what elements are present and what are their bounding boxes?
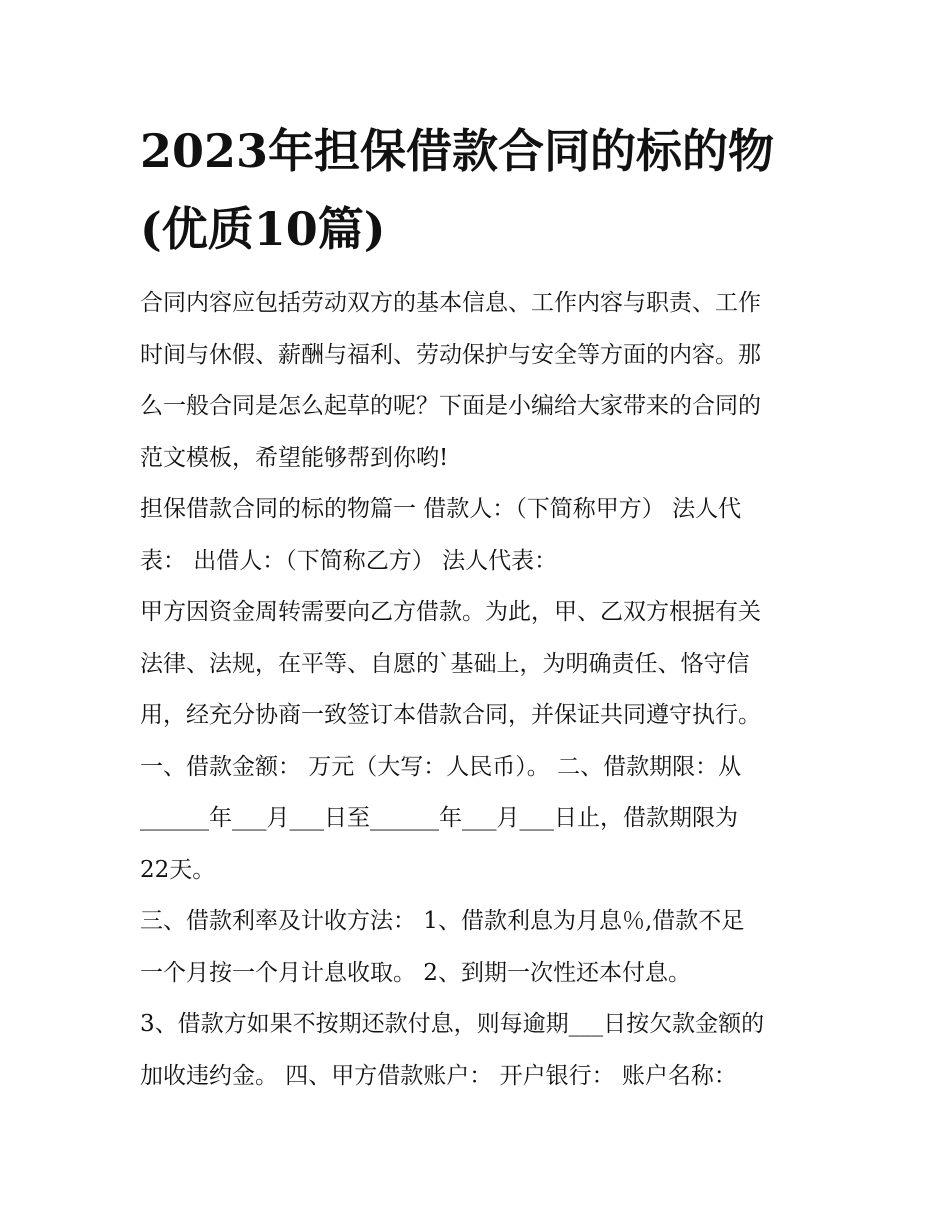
text-line: 一、借款金额： 万元（大写：人民币）。 二、借款期限：从 — [140, 753, 742, 780]
title-line: (优质10篇) — [140, 202, 386, 256]
text-line: ______年___月___日至______年___月___日止，借款期限为 — [140, 805, 738, 831]
interest-paragraph — [140, 896, 820, 999]
text-line: 表： 出借人：（下简称乙方） 法人代表： — [140, 547, 558, 574]
text-line: 3、借款方如果不按期还款付息，则每逾期___日按欠款金额的 — [140, 1011, 765, 1037]
penalty-paragraph — [140, 999, 820, 1102]
intro-paragraph — [140, 278, 820, 484]
text-line: 范文模板，希望能够帮到你哟! — [140, 444, 449, 471]
text-line: 用，经充分协商一致签订本借款合同，并保证共同遵守执行。 — [140, 702, 761, 728]
text-line: 时间与休假、薪酬与福利、劳动保护与安全等方面的内容。那 — [140, 341, 761, 368]
text-line: 合同内容应包括劳动双方的基本信息、工作内容与职责、工作 — [140, 290, 761, 316]
document-page — [140, 112, 820, 1102]
text-line: 加收违约金。 四、甲方借款账户： 开户银行： 账户名称： — [140, 1062, 737, 1089]
title-line: 2023年担保借款合同的标的物 — [140, 124, 775, 178]
text-line: 么一般合同是怎么起草的呢？下面是小编给大家带来的合同的 — [140, 393, 761, 419]
text-line: 法律、法规，在平等、自愿的`基础上，为明确责任、恪守信 — [140, 650, 750, 677]
text-line: 甲方因资金周转需要向乙方借款。为此，甲、乙双方根据有关 — [140, 599, 761, 625]
document-title — [140, 112, 820, 268]
text-line: 22天。 — [140, 856, 216, 883]
parties-paragraph — [140, 484, 820, 587]
text-line: 一个月按一个月计息收取。 2、到期一次性还本付息。 — [140, 959, 691, 986]
terms-paragraph — [140, 587, 820, 896]
text-line: 担保借款合同的标的物篇一 借款人：（下简称甲方） 法人代 — [140, 496, 742, 522]
text-line: 三、借款利率及计收方法： 1、借款利息为月息％,借款不足 — [140, 908, 745, 934]
